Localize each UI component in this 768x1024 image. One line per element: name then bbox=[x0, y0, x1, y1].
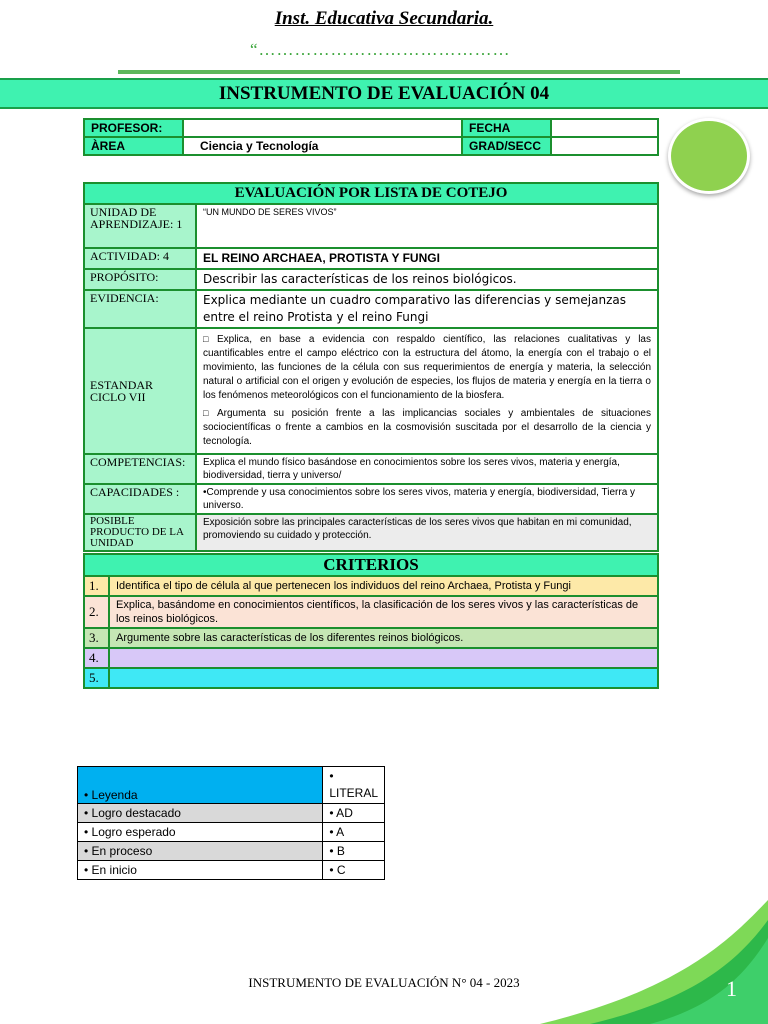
criteria-row bbox=[84, 628, 658, 648]
evaluation-table bbox=[83, 182, 659, 552]
info-table bbox=[83, 118, 659, 156]
checkbox-bullet-icon: □ bbox=[203, 408, 209, 418]
legend-code: • B bbox=[323, 842, 385, 861]
legend-label: • En inicio bbox=[78, 861, 323, 880]
actividad-label: ACTIVIDAD: 4 bbox=[84, 248, 196, 269]
estandar-item: □ Explica, en base a evidencia con respaldo científico, las relaciones cualitativas y las cuantificables entre el campo eléctrico con la estructura del átomo, la energía con el trabajo o el movimiento, las funciones de la célula con sus requerimientos de energía y materia, la selección natural o artificial con el origen y evolución de especies, los flujos de materia y energía en la tierra o los fenómenos meteorológicos con el funcionamiento de la biosfera. bbox=[203, 334, 651, 401]
producto-value: Exposición sobre las principales características de los seres vivos que habitan en mi comunidad, promoviendo su cuidado y protección. bbox=[196, 514, 658, 551]
estandar-label: ESTANDAR CICLO VII bbox=[84, 328, 196, 454]
estandar-value bbox=[196, 328, 658, 454]
grad-label: GRAD/SECC bbox=[462, 137, 551, 155]
legend-row bbox=[78, 804, 385, 823]
criteria-number: 4. bbox=[84, 648, 109, 668]
legend-table bbox=[77, 766, 385, 880]
legend-label: • Logro esperado bbox=[78, 823, 323, 842]
legend-header: • Leyenda bbox=[78, 767, 323, 804]
evaluation-header: EVALUACIÓN POR LISTA DE COTEJO bbox=[84, 183, 658, 204]
producto-label: POSIBLE PRODUCTO DE LA UNIDAD bbox=[84, 514, 196, 551]
fecha-label: FECHA bbox=[462, 119, 551, 137]
criteria-number: 2. bbox=[84, 596, 109, 628]
criteria-row bbox=[84, 576, 658, 596]
footer-text: INSTRUMENTO DE EVALUACIÓN N° 04 - 2023 bbox=[248, 975, 520, 990]
criteria-table bbox=[83, 553, 659, 689]
criteria-text: Explica, basándome en conocimientos científicos, la clasificación de los seres vivos y las características de los reinos biológicos. bbox=[109, 596, 658, 628]
criteria-number: 3. bbox=[84, 628, 109, 648]
row-proposito bbox=[84, 269, 658, 290]
school-quote: “…………………………………… bbox=[250, 40, 511, 59]
fecha-field[interactable] bbox=[551, 119, 658, 137]
area-field[interactable]: Ciencia y Tecnología bbox=[183, 137, 462, 155]
unidad-label: UNIDAD DE APRENDIZAJE: 1 bbox=[84, 204, 196, 248]
legend-code: • A bbox=[323, 823, 385, 842]
unidad-value: “UN MUNDO DE SERES VIVOS” bbox=[196, 204, 658, 248]
literal-header: • LITERAL bbox=[323, 767, 385, 804]
row-actividad bbox=[84, 248, 658, 269]
legend-row bbox=[78, 823, 385, 842]
decorative-circle bbox=[668, 118, 750, 194]
criteria-text bbox=[109, 648, 658, 668]
evidencia-label: EVIDENCIA: bbox=[84, 290, 196, 328]
proposito-value: Describir las características de los reinos biológicos. bbox=[196, 269, 658, 290]
competencias-label: COMPETENCIAS: bbox=[84, 454, 196, 484]
legend-row bbox=[78, 861, 385, 880]
capacidades-label: CAPACIDADES : bbox=[84, 484, 196, 514]
criteria-header: CRITERIOS bbox=[84, 554, 658, 576]
profesor-label: PROFESOR: bbox=[84, 119, 183, 137]
legend-row bbox=[78, 842, 385, 861]
row-evidencia bbox=[84, 290, 658, 328]
actividad-value: EL REINO ARCHAEA, PROTISTA Y FUNGI bbox=[196, 248, 658, 269]
profesor-field[interactable] bbox=[183, 119, 462, 137]
header-divider bbox=[118, 70, 680, 74]
document-title: INSTRUMENTO DE EVALUACIÓN 04 bbox=[0, 78, 768, 109]
school-name: Inst. Educativa Secundaria. bbox=[274, 8, 494, 29]
legend-code: • C bbox=[323, 861, 385, 880]
criteria-text bbox=[109, 668, 658, 688]
capacidades-value: •Comprende y usa conocimientos sobre los seres vivos, materia y energía, biodiversidad, Tierra y universo. bbox=[196, 484, 658, 514]
grad-field[interactable] bbox=[551, 137, 658, 155]
info-row-area bbox=[84, 137, 658, 155]
estandar-item: □ Argumenta su posición frente a las implicancias sociales y ambientales de situaciones sociocientíficas o frente a cambios en la cosmovisión suscitada por el desarrollo de la ciencia y tecnología. bbox=[203, 408, 651, 447]
area-label: ÀREA bbox=[84, 137, 183, 155]
row-producto bbox=[84, 514, 658, 551]
criteria-text: Argumente sobre las características de los diferentes reinos biológicos. bbox=[109, 628, 658, 648]
row-capacidades bbox=[84, 484, 658, 514]
criteria-number: 1. bbox=[84, 576, 109, 596]
criteria-text: Identifica el tipo de célula al que pertenecen los individuos del reino Archaea, Protista y Fungi bbox=[109, 576, 658, 596]
criteria-row bbox=[84, 648, 658, 668]
legend-label: • Logro destacado bbox=[78, 804, 323, 823]
row-unidad bbox=[84, 204, 658, 248]
competencias-value: Explica el mundo físico basándose en conocimientos sobre los seres vivos, materia y energía, biodiversidad, tierra y universo/ bbox=[196, 454, 658, 484]
checkbox-bullet-icon: □ bbox=[203, 334, 209, 344]
info-row-profesor bbox=[84, 119, 658, 137]
footer-swoosh-decoration bbox=[480, 880, 768, 1024]
page-number: 1 bbox=[726, 976, 737, 1001]
criteria-row bbox=[84, 596, 658, 628]
criteria-row bbox=[84, 668, 658, 688]
proposito-label: PROPÓSITO: bbox=[84, 269, 196, 290]
legend-label: • En proceso bbox=[78, 842, 323, 861]
legend-code: • AD bbox=[323, 804, 385, 823]
criteria-number: 5. bbox=[84, 668, 109, 688]
row-estandar bbox=[84, 328, 658, 454]
legend-header-row bbox=[78, 767, 385, 804]
evidencia-value: Explica mediante un cuadro comparativo las diferencias y semejanzas entre el reino Protista y el reino Fungi bbox=[196, 290, 658, 328]
row-competencias bbox=[84, 454, 658, 484]
